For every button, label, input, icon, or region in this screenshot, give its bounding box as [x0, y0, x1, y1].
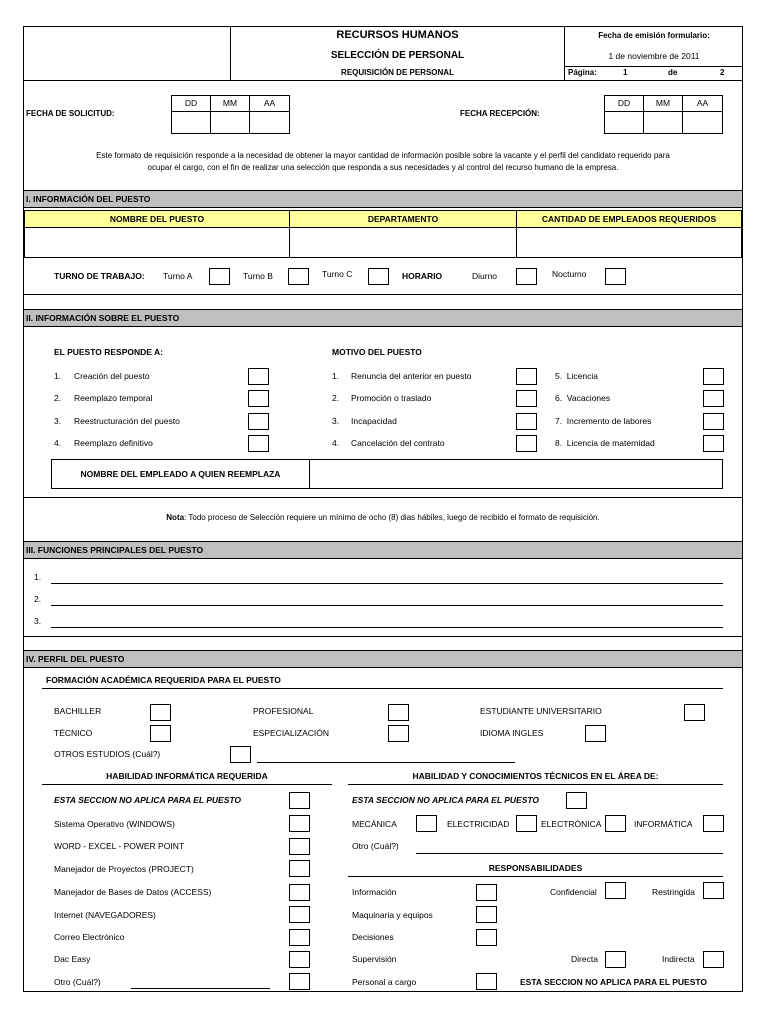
shift-b-checkbox[interactable] [288, 268, 309, 285]
emission-date: 1 de noviembre de 2011 [608, 51, 700, 61]
it-item-1: Sistema Operativo (WINDOWS) [54, 819, 175, 829]
resp-title: RESPONSABILIDADES [488, 863, 583, 873]
tech-other-line[interactable] [416, 853, 723, 854]
night-checkbox[interactable] [605, 268, 626, 285]
it-item-6: Correo Electrónico [54, 932, 125, 942]
tecnico-checkbox[interactable] [150, 725, 171, 742]
responds-checkbox-3[interactable] [248, 413, 269, 430]
it-item-7: Dac Easy [54, 954, 91, 964]
it-checkbox-6[interactable] [289, 929, 310, 946]
responds-num-2: 2. [54, 393, 62, 403]
header-subsubtitle: REQUISICIÓN DE PERSONAL [341, 68, 454, 77]
function-line-2[interactable] [51, 605, 723, 606]
replace-label: NOMBRE DEL EMPLEADO A QUIEN REEMPLAZA [51, 459, 310, 489]
emission-label: Fecha de emisión formulario: [598, 31, 710, 40]
otros-line[interactable] [257, 762, 515, 763]
divider [24, 636, 742, 637]
estudiante-label: ESTUDIANTE UNIVERSITARIO [480, 706, 602, 716]
shift-a-checkbox[interactable] [209, 268, 230, 285]
it-checkbox-5[interactable] [289, 906, 310, 923]
it-title: HABILIDAD INFORMÁTICA REQUERIDA [106, 771, 268, 781]
responds-item-1: Creación del puesto [74, 371, 150, 381]
request-dd-input[interactable] [171, 111, 211, 134]
job-name-input[interactable] [24, 227, 290, 258]
divider [565, 66, 742, 67]
bachiller-label: BACHILLER [54, 706, 102, 716]
it-checkbox-7[interactable] [289, 951, 310, 968]
request-mm-input[interactable] [210, 111, 250, 134]
request-mm-header: MM [210, 95, 250, 112]
reception-date-label: FECHA RECEPCIÓN: [460, 109, 540, 118]
motive-item-5: 5. Licencia [555, 371, 598, 381]
shift-label: TURNO DE TRABAJO: [54, 271, 145, 281]
motive-num-3: 3. [332, 416, 340, 426]
motive-item-6: 6. Vacaciones [555, 393, 611, 403]
function-num-1: 1. [34, 572, 42, 582]
reception-aa-header: AA [682, 95, 723, 112]
tech-underline [348, 784, 723, 785]
section-3-title: III. FUNCIONES PRINCIPALES DEL PUESTO [24, 541, 742, 559]
reception-dd-input[interactable] [604, 111, 644, 134]
restringida-label: Restringida [652, 887, 695, 897]
it-checkbox-4[interactable] [289, 884, 310, 901]
header-title: RECURSOS HUMANOS [336, 29, 459, 41]
function-num-2: 2. [34, 594, 42, 604]
resp-item-2: Maquinaria y equipos [352, 910, 433, 920]
motive-checkbox-7[interactable] [703, 413, 724, 430]
informatica-checkbox[interactable] [703, 815, 724, 832]
especializacion-label: ESPECIALIZACIÓN [253, 728, 330, 738]
education-label: FORMACIÓN ACADÉMICA REQUERIDA PARA EL PUESTO [46, 675, 281, 685]
responds-checkbox-2[interactable] [248, 390, 269, 407]
profesional-label: PROFESIONAL [253, 706, 314, 716]
motive-checkbox-1[interactable] [516, 368, 537, 385]
it-item-3: Manejador de Proyectos (PROJECT) [54, 864, 194, 874]
divider [24, 497, 742, 498]
it-item-8: Otro (Cuál?) [54, 977, 101, 987]
motive-num-1: 1. [332, 371, 340, 381]
page-num: 1 [623, 68, 628, 77]
electronica-label: ELECTRÓNICA [541, 819, 602, 829]
page-label: Página: [568, 68, 597, 77]
confidencial-label: Confidencial [550, 887, 597, 897]
resp-item-3: Decisiones [352, 932, 394, 942]
electronica-checkbox[interactable] [605, 815, 626, 832]
note-label: Nota [166, 513, 185, 522]
shift-b-label: Turno B [243, 271, 273, 281]
motive-num-2: 2. [332, 393, 340, 403]
intro-line-1: Este formato de requisición responde a la necesidad de obtener la mayor cantidad de información posible sobre la vacante y el perfil del candidato requerido para [96, 151, 670, 160]
resp-item-1: Información [352, 887, 397, 897]
it-checkbox-2[interactable] [289, 838, 310, 855]
divider [24, 294, 742, 295]
mecanica-label: MECÁNICA [352, 819, 397, 829]
col-department: DEPARTAMENTO [289, 210, 517, 228]
electricidad-checkbox[interactable] [516, 815, 537, 832]
responds-item-2: Reemplazo temporal [74, 393, 153, 403]
restringida-checkbox[interactable] [703, 882, 724, 899]
section-2-title: II. INFORMACIÓN SOBRE EL PUESTO [24, 309, 742, 327]
idioma-checkbox[interactable] [585, 725, 606, 742]
function-line-1[interactable] [51, 583, 723, 584]
motive-num-4: 4. [332, 438, 340, 448]
especializacion-checkbox[interactable] [388, 725, 409, 742]
section-1-title: I. INFORMACIÓN DEL PUESTO [24, 190, 742, 208]
directa-label: Directa [571, 954, 598, 964]
motive-item-8: 8. Licencia de maternidad [555, 438, 655, 448]
it-na-checkbox[interactable] [289, 792, 310, 809]
informatica-label: INFORMÁTICA [634, 819, 693, 829]
motive-checkbox-5[interactable] [703, 368, 724, 385]
section-4-title: IV. PERFIL DEL PUESTO [24, 650, 742, 668]
request-aa-input[interactable] [249, 111, 290, 134]
motive-checkbox-6[interactable] [703, 390, 724, 407]
responds-label: EL PUESTO RESPONDE A: [54, 347, 163, 357]
request-date-label: FECHA DE SOLICITUD: [26, 109, 115, 118]
bachiller-checkbox[interactable] [150, 704, 171, 721]
otros-label: OTROS ESTUDIOS (Cuál?) [54, 749, 161, 759]
motive-checkbox-8[interactable] [703, 435, 724, 452]
confidencial-checkbox[interactable] [605, 882, 626, 899]
divider [24, 80, 742, 81]
indirecta-label: Indirecta [662, 954, 695, 964]
responds-item-4: Reemplazo definitivo [74, 438, 153, 448]
day-checkbox[interactable] [516, 268, 537, 285]
resp-checkbox-3[interactable] [476, 929, 497, 946]
motive-item-7: 7. Incremento de labores [555, 416, 652, 426]
tech-title: HABILIDAD Y CONOCIMIENTOS TÉCNICOS EN EL ÁREA DE: [412, 771, 659, 781]
intro-line-2: ocupar el cargo, con el fin de realizar una selección que responda a sus necesidades y al control del recurso humano de la empresa. [147, 163, 619, 172]
function-num-3: 3. [34, 616, 42, 626]
reception-dd-header: DD [604, 95, 644, 112]
motive-item-2: Promoción o traslado [351, 393, 432, 403]
it-item-5: Internet (NAVEGADORES) [54, 910, 156, 920]
page-total: 2 [720, 68, 725, 77]
reception-aa-input[interactable] [682, 111, 723, 134]
motive-checkbox-2[interactable] [516, 390, 537, 407]
it-checkbox-1[interactable] [289, 815, 310, 832]
idioma-label: IDIOMA INGLES [480, 728, 544, 738]
request-aa-header: AA [249, 95, 290, 112]
estudiante-checkbox[interactable] [684, 704, 705, 721]
motive-checkbox-3[interactable] [516, 413, 537, 430]
replace-input[interactable] [309, 459, 723, 489]
responds-item-3: Reestructuración del puesto [74, 416, 180, 426]
resp-checkbox-5[interactable] [476, 973, 497, 990]
department-input[interactable] [289, 227, 517, 258]
motive-item-3: Incapacidad [351, 416, 397, 426]
note-text: : Todo proceso de Selección requiere un mínimo de ocho (8) dias hábiles, luego de recibido el formato de requisición. [184, 513, 600, 522]
tech-na-label: ESTA SECCION NO APLICA PARA EL PUESTO [352, 795, 540, 805]
resp-checkbox-1[interactable] [476, 884, 497, 901]
electricidad-label: ELECTRICIDAD [447, 819, 510, 829]
logo-cell [23, 26, 231, 81]
it-na-label: ESTA SECCION NO APLICA PARA EL PUESTO [54, 795, 242, 805]
reception-mm-header: MM [643, 95, 683, 112]
responds-checkbox-1[interactable] [248, 368, 269, 385]
note [24, 513, 742, 522]
night-label: Nocturno [552, 269, 587, 279]
motive-item-1: Renuncia del anterior en puesto [351, 371, 472, 381]
resp-checkbox-2[interactable] [476, 906, 497, 923]
it-checkbox-3[interactable] [289, 860, 310, 877]
it-checkbox-8[interactable] [289, 973, 310, 990]
col-quantity: CANTIDAD DE EMPLEADOS REQUERIDOS [516, 210, 742, 228]
schedule-label: HORARIO [402, 271, 443, 281]
page-of: de [668, 68, 678, 77]
resp-item-5: Personal a cargo [352, 977, 417, 987]
tech-other-label: Otro (Cuál?) [352, 841, 399, 851]
quantity-input[interactable] [516, 227, 742, 258]
shift-a-label: Turno A [163, 271, 193, 281]
it-item-2: WORD - EXCEL - POWER POINT [54, 841, 185, 851]
responds-checkbox-4[interactable] [248, 435, 269, 452]
col-job-name: NOMBRE DEL PUESTO [24, 210, 290, 228]
shift-c-label: Turno C [322, 269, 353, 279]
indirecta-checkbox[interactable] [703, 951, 724, 968]
responds-num-1: 1. [54, 371, 62, 381]
mecanica-checkbox[interactable] [416, 815, 437, 832]
directa-checkbox[interactable] [605, 951, 626, 968]
reception-mm-input[interactable] [643, 111, 683, 134]
motive-item-4: Cancelación del contrato [351, 438, 445, 448]
responds-num-3: 3. [54, 416, 62, 426]
shift-c-checkbox[interactable] [368, 268, 389, 285]
header-subtitle: SELECCIÓN DE PERSONAL [330, 50, 465, 61]
resp-item-4: Supervisión [352, 954, 397, 964]
it-underline [42, 784, 332, 785]
tech-na-checkbox[interactable] [566, 792, 587, 809]
motive-checkbox-4[interactable] [516, 435, 537, 452]
profesional-checkbox[interactable] [388, 704, 409, 721]
day-label: Diurno [472, 271, 498, 281]
motive-label: MOTIVO DEL PUESTO [332, 347, 422, 357]
request-dd-header: DD [171, 95, 211, 112]
it-other-line[interactable] [131, 988, 270, 989]
resp-na-label: ESTA SECCION NO APLICA PARA EL PUESTO [520, 977, 708, 987]
otros-checkbox[interactable] [230, 746, 251, 763]
it-item-4: Manejador de Bases de Datos (ACCESS) [54, 887, 212, 897]
tecnico-label: TÉCNICO [54, 728, 93, 738]
resp-underline [348, 876, 723, 877]
education-underline [42, 688, 723, 689]
responds-num-4: 4. [54, 438, 62, 448]
function-line-3[interactable] [51, 627, 723, 628]
